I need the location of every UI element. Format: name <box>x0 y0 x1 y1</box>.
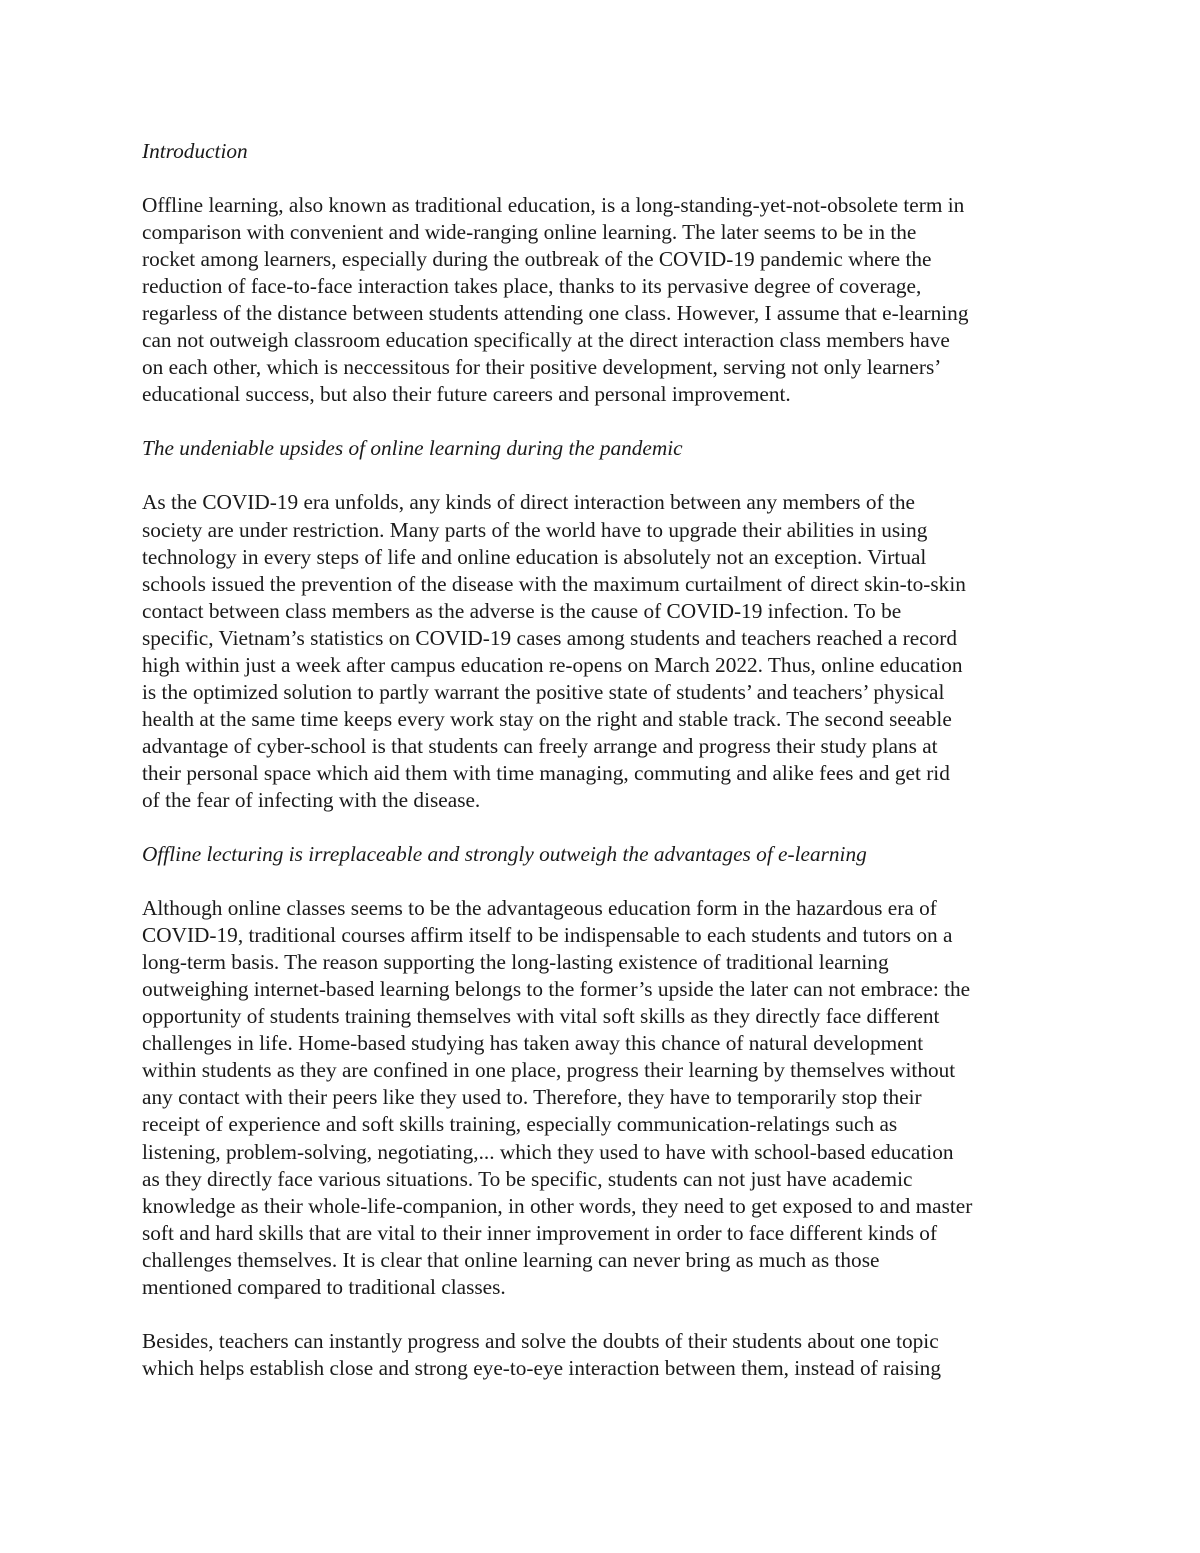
paragraph-3 <box>142 895 1067 1301</box>
text-line: As the COVID-19 era unfolds, any kinds of direct interaction between any members of the <box>142 490 915 515</box>
paragraph-4 <box>142 1328 1067 1382</box>
text-line: rocket among learners, especially during the outbreak of the COVID-19 pandemic where the <box>142 247 932 272</box>
text-line: comparison with convenient and wide-ranging online learning. The later seems to be in the <box>142 220 917 245</box>
text-line: is the optimized solution to partly warrant the positive state of students’ and teachers’ physical <box>142 679 945 704</box>
text-line: society are under restriction. Many parts of the world have to upgrade their abilities in using <box>142 517 928 542</box>
text-line: Offline lecturing is irreplaceable and strongly outweigh the advantages of e-learning <box>142 842 867 867</box>
text-line: technology in every steps of life and online education is absolutely not an exception. Virtual <box>142 544 927 569</box>
section-heading-3 <box>142 841 1067 868</box>
text-line: can not outweigh classroom education specifically at the direct interaction class members have <box>142 328 950 353</box>
text-line: specific, Vietnam’s statistics on COVID-19 cases among students and teachers reached a record <box>142 625 958 650</box>
text-line: opportunity of students training themselves with vital soft skills as they directly face different <box>142 1004 940 1029</box>
section-heading-1 <box>142 138 1067 165</box>
text-line: long-term basis. The reason supporting the long-lasting existence of traditional learning <box>142 950 889 975</box>
text-line: soft and hard skills that are vital to their inner improvement in order to face different kinds of <box>142 1220 938 1245</box>
document-body <box>142 138 1067 1409</box>
text-line: challenges themselves. It is clear that online learning can never bring as much as those <box>142 1247 880 1272</box>
paragraph-2 <box>142 489 1067 814</box>
text-line: reduction of face-to-face interaction takes place, thanks to its pervasive degree of coverage, <box>142 274 922 299</box>
text-line: Introduction <box>142 139 248 163</box>
text-line: outweighing internet-based learning belongs to the former’s upside the later can not embrace: the <box>142 977 971 1002</box>
text-line: educational success, but also their future careers and personal improvement. <box>142 382 791 407</box>
text-line: which helps establish close and strong eye-to-eye interaction between them, instead of raising <box>142 1355 941 1380</box>
text-line: Besides, teachers can instantly progress and solve the doubts of their students about one topic <box>142 1328 939 1353</box>
text-line: health at the same time keeps every work stay on the right and stable track. The second seeable <box>142 706 952 731</box>
text-line: advantage of cyber-school is that students can freely arrange and progress their study plans at <box>142 733 938 758</box>
text-line: challenges in life. Home-based studying has taken away this chance of natural development <box>142 1031 924 1056</box>
text-line: listening, problem-solving, negotiating,... which they used to have with school-based education <box>142 1139 954 1164</box>
text-line: schools issued the prevention of the disease with the maximum curtailment of direct skin-to-skin <box>142 571 966 596</box>
text-line: as they directly face various situations. To be specific, students can not just have academic <box>142 1166 913 1191</box>
text-line: receipt of experience and soft skills training, especially communication-relatings such as <box>142 1112 898 1137</box>
text-line: their personal space which aid them with time managing, commuting and alike fees and get rid <box>142 760 950 785</box>
text-line: any contact with their peers like they used to. Therefore, they have to temporarily stop their <box>142 1085 922 1110</box>
text-line: contact between class members as the adverse is the cause of COVID-19 infection. To be <box>142 598 902 623</box>
text-line: The undeniable upsides of online learning during the pandemic <box>142 436 683 461</box>
text-line: regarless of the distance between students attending one class. However, I assume that e-learning <box>142 301 969 326</box>
text-line: on each other, which is neccessitous for their positive development, serving not only learners’ <box>142 355 942 380</box>
paragraph-1 <box>142 192 1067 408</box>
text-line: within students as they are confined in one place, progress their learning by themselves without <box>142 1058 956 1083</box>
text-line: COVID-19, traditional courses affirm itself to be indispensable to each students and tutors on a <box>142 923 953 948</box>
text-line: Offline learning, also known as traditional education, is a long-standing-yet-not-obsolete term in <box>142 193 965 218</box>
text-line: of the fear of infecting with the disease. <box>142 787 481 812</box>
text-line: Although online classes seems to be the advantageous education form in the hazardous era of <box>142 896 937 921</box>
text-line: knowledge as their whole-life-companion, in other words, they need to get exposed to and master <box>142 1193 973 1218</box>
section-heading-2 <box>142 435 1067 462</box>
text-line: mentioned compared to traditional classes. <box>142 1274 506 1299</box>
text-line: high within just a week after campus education re-opens on March 2022. Thus, online education <box>142 652 963 677</box>
